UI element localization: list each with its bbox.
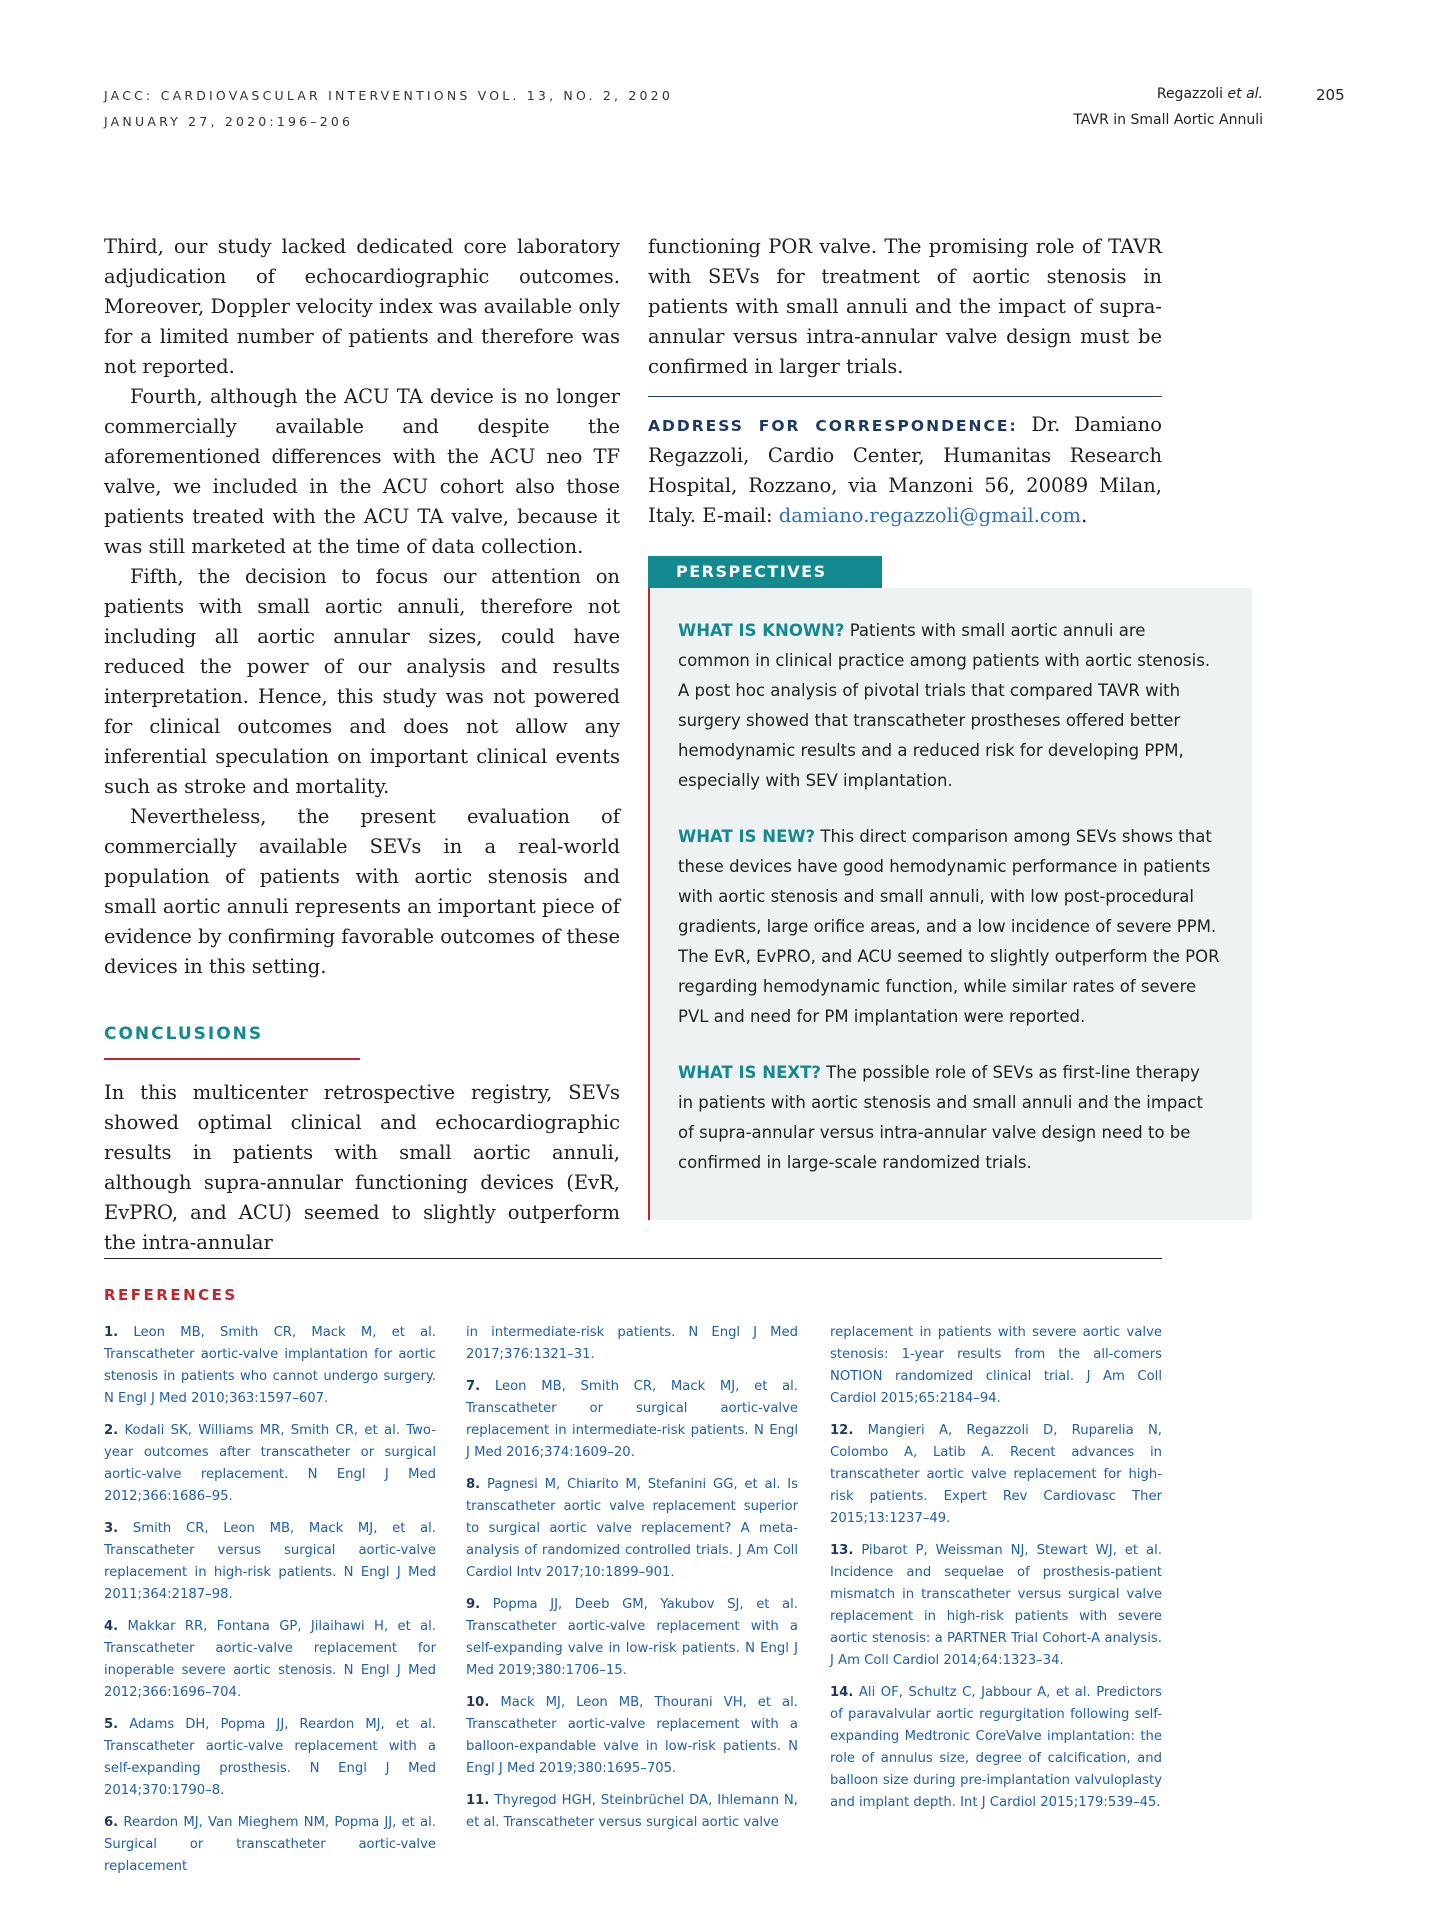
authors-etal: et al. [1227,86,1263,102]
reference-number: 6. [104,1815,119,1830]
reference-item[interactable] [830,1322,1162,1410]
what-is-new-text: This direct comparison among SEVs shows that these devices have good hemodynamic performance in patients with aortic stenosis and small annuli, with low post-procedural gradients, large orifice areas, and a low incidence of severe PPM. The EvR, EvPRO, and ACU seemed to slightly outperform the POR regarding hemodynamic function, while similar rates of severe PVL and need for PM implantation were reported. [678,827,1220,1026]
what-is-next-text: The possible role of SEVs as first-line therapy in patients with aortic stenosis and small annuli and the impact of supra-annular versus intra-annular valve design need to be confirmed in large-scale randomized trials. [678,1063,1204,1172]
reference-number: 8. [466,1477,481,1492]
reference-item[interactable] [104,1714,436,1802]
reference-text: Mangieri A, Regazzoli D, Ruparelia N, Colombo A, Latib A. Recent advances in transcatheter aortic valve replacement for high-risk patients. Expert Rev Cardiovasc Ther 2015;13:1237–49. [830,1423,1162,1526]
reference-text: in intermediate-risk patients. N Engl J Med 2017;376:1321–31. [466,1325,798,1362]
what-is-known [678,616,1220,796]
references-heading: REFERENCES [104,1286,238,1304]
reference-text: Thyregod HGH, Steinbrüchel DA, Ihlemann N, et al. Transcatheter versus surgical aortic valve [466,1793,798,1830]
reference-text: Smith CR, Leon MB, Mack MJ, et al. Transcatheter versus surgical aortic-valve replacement in high-risk patients. N Engl J Med 2011;364:2187–98. [104,1521,436,1602]
conclusions-rule [104,1058,360,1060]
reference-number: 10. [466,1695,490,1710]
reference-number: 1. [104,1325,119,1340]
reference-text: Makkar RR, Fontana GP, Jilaihawi H, et al. Transcatheter aortic-valve replacement for inoperable severe aortic stenosis. N Engl J Med 2012;366:1696–704. [104,1619,436,1700]
body-paragraph: Fourth, although the ACU TA device is no longer commercially available and despite the aforementioned differences with the ACU neo TF valve, we included in the ACU cohort also those patients treated with the ACU TA valve, because it was still marketed at the time of data collection. [104,385,620,558]
reference-number: 7. [466,1379,481,1394]
reference-item[interactable] [830,1682,1162,1814]
reference-number: 13. [830,1543,854,1558]
references-column-1 [104,1322,436,1888]
reference-text: replacement in patients with severe aortic valve stenosis: 1-year results from the all-comers NOTION randomized clinical trial. J Am Coll Cardiol 2015;65:2184–94. [830,1325,1162,1406]
reference-number: 12. [830,1423,854,1438]
reference-number: 11. [466,1793,490,1808]
what-is-next-label: WHAT IS NEXT? [678,1063,821,1082]
reference-item[interactable] [104,1322,436,1410]
reference-text: Reardon MJ, Van Mieghem NM, Popma JJ, et al. Surgical or transcatheter aortic-valve replacement [104,1815,436,1874]
reference-text: Leon MB, Smith CR, Mack MJ, et al. Transcatheter or surgical aortic-valve replacement in intermediate-risk patients. N Engl J Med 2016;374:1609–20. [466,1379,798,1460]
reference-item[interactable] [830,1540,1162,1672]
page-number: 205 [1316,86,1345,104]
conclusions-heading: CONCLUSIONS [104,1024,264,1044]
references-rule [104,1258,1162,1259]
reference-item[interactable] [466,1474,798,1584]
reference-item[interactable] [466,1692,798,1780]
reference-text: Leon MB, Smith CR, Mack M, et al. Transcatheter aortic-valve implantation for aortic stenosis in patients who cannot undergo surgery. N Engl J Med 2010;363:1597–607. [104,1325,436,1406]
reference-text: Pibarot P, Weissman NJ, Stewart WJ, et al. Incidence and sequelae of prosthesis-patient mismatch in transcatheter versus surgical valve replacement in high-risk patients with severe aortic stenosis: a PARTNER Trial Cohort-A analysis. J Am Coll Cardiol 2014;64:1323–34. [830,1543,1162,1668]
address-end: . [1081,504,1088,527]
reference-item[interactable] [104,1616,436,1704]
reference-item[interactable] [104,1420,436,1508]
reference-item[interactable] [830,1420,1162,1530]
references-column-2 [466,1322,798,1844]
reference-number: 14. [830,1685,854,1700]
authors-text: Regazzoli [1156,86,1228,102]
address-for-correspondence [648,410,1162,531]
body-paragraph: functioning POR valve. The promising role of TAVR with SEVs for treatment of aortic stenosis in patients with small annuli and the impact of supra-annular versus intra-annular valve design must be confirmed in larger trials. [648,235,1162,378]
reference-number: 5. [104,1717,119,1732]
reference-text: Adams DH, Popma JJ, Reardon MJ, et al. Transcatheter aortic-valve replacement with a self-expanding prosthesis. N Engl J Med 2014;370:1790–8. [104,1717,436,1798]
right-column [648,232,1162,382]
conclusions-text: In this multicenter retrospective registry, SEVs showed optimal clinical and echocardiographic results in patients with small aortic annuli, although supra-annular functioning devices (EvR, EvPRO, and ACU) seemed to slightly outperform the intra-annular [104,1081,620,1254]
running-authors [1000,86,1263,102]
reference-number: 9. [466,1597,481,1612]
perspectives-tab: PERSPECTIVES [648,556,882,588]
body-paragraph: Third, our study lacked dedicated core laboratory adjudication of echocardiographic outcomes. Moreover, Doppler velocity index was available only for a limited number of patients and therefore was not reported. [104,235,620,378]
address-label: ADDRESS FOR CORRESPONDENCE: [648,417,1018,435]
reference-text: Popma JJ, Deeb GM, Yakubov SJ, et al. Transcatheter aortic-valve replacement with a self-expanding valve in low-risk patients. N Engl J Med 2019;380:1706–15. [466,1597,798,1678]
reference-text: Mack MJ, Leon MB, Thourani VH, et al. Transcatheter aortic-valve replacement with a balloon-expandable valve in low-risk patients. N Engl J Med 2019;380:1695–705. [466,1695,798,1776]
left-column [104,232,620,982]
references-column-3 [830,1322,1162,1824]
reference-text: Pagnesi M, Chiarito M, Stefanini GG, et al. Is transcatheter aortic valve replacement superior to surgical aortic valve replacement? A meta-analysis of randomized controlled trials. J Am Coll Cardiol Intv 2017;10:1899–901. [466,1477,798,1580]
body-paragraph: Fifth, the decision to focus our attention on patients with small aortic annuli, therefore not including all aortic annular sizes, could have reduced the power of our analysis and results interpretation. Hence, this study was not powered for clinical outcomes and does not allow any inferential speculation on important clinical events such as stroke and mortality. [104,565,620,798]
reference-text: Kodali SK, Williams MR, Smith CR, et al. Two-year outcomes after transcatheter or surgical aortic-valve replacement. N Engl J Med 2012;366:1686–95. [104,1423,436,1504]
what-is-new-label: WHAT IS NEW? [678,827,816,846]
reference-item[interactable] [466,1376,798,1464]
journal-line-2: JANUARY 27, 2020:196–206 [104,114,354,129]
what-is-new [678,822,1220,1032]
what-is-next [678,1058,1220,1178]
reference-item[interactable] [466,1322,798,1366]
address-text: Dr. Damiano Regazzoli, Cardio Center, Humanitas Research Hospital, Rozzano, via Manzoni 56, 20089 Milan, Italy. E-mail: [648,413,1162,527]
email-link[interactable]: damiano.regazzoli@gmail.com [778,504,1082,527]
journal-line-1: JACC: CARDIOVASCULAR INTERVENTIONS VOL. 13, NO. 2, 2020 [104,88,673,103]
address-rule [648,396,1162,397]
what-is-known-label: WHAT IS KNOWN? [678,621,845,640]
perspectives-box [648,588,1252,1220]
reference-item[interactable] [104,1812,436,1878]
reference-item[interactable] [104,1518,436,1606]
body-paragraph: Nevertheless, the present evaluation of commercially available SEVs in a real-world population of patients with aortic stenosis and small aortic annuli represents an important piece of evidence by confirming favorable outcomes of these devices in this setting. [104,805,620,978]
conclusions-section [104,1078,620,1258]
reference-item[interactable] [466,1790,798,1834]
what-is-known-text: Patients with small aortic annuli are common in clinical practice among patients with aortic stenosis. A post hoc analysis of pivotal trials that compared TAVR with surgery showed that transcatheter prostheses offered better hemodynamic results and a reduced risk for developing PPM, especially with SEV implantation. [678,621,1211,790]
running-short-title: TAVR in Small Aortic Annuli [1073,112,1263,128]
reference-number: 2. [104,1423,119,1438]
reference-item[interactable] [466,1594,798,1682]
reference-text: Ali OF, Schultz C, Jabbour A, et al. Predictors of paravalvular aortic regurgitation following self-expanding Medtronic CoreValve implantation: the role of annulus size, degree of calcification, and balloon size during pre-implantation valvuloplasty and implant depth. Int J Cardiol 2015;179:539–45. [830,1685,1162,1810]
reference-number: 4. [104,1619,119,1634]
reference-number: 3. [104,1521,119,1536]
